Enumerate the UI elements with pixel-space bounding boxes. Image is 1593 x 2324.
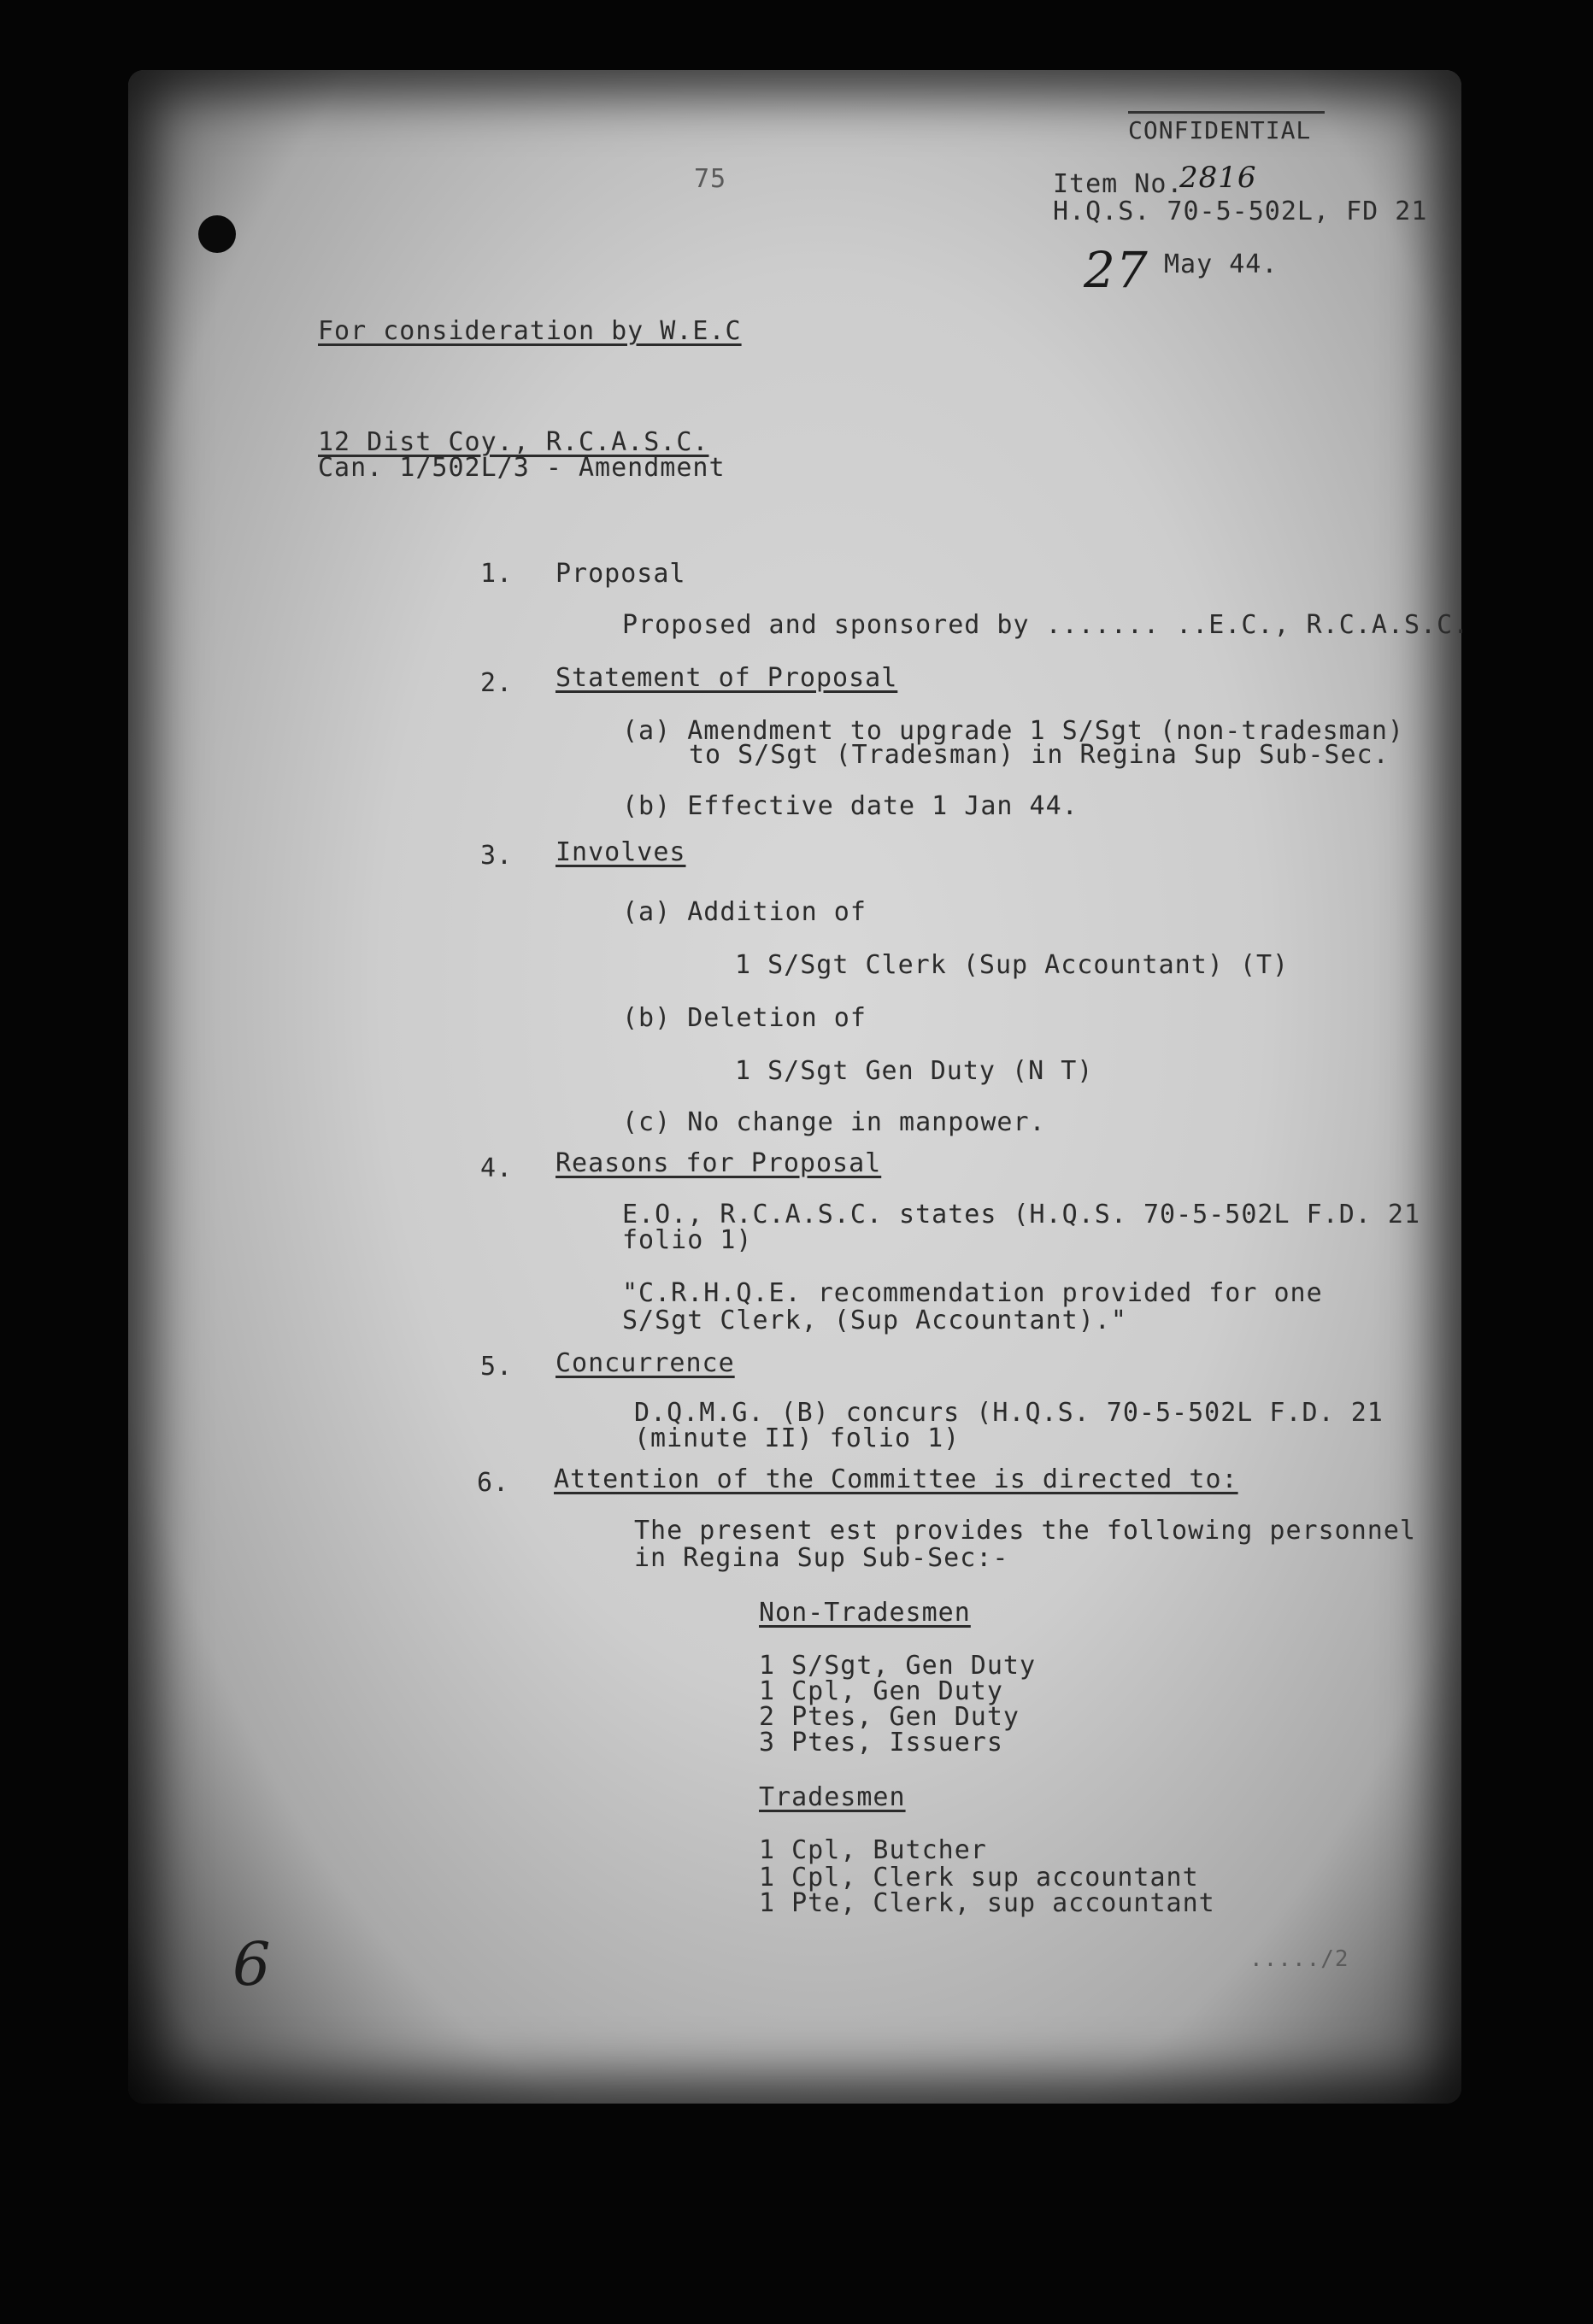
continuation-marker: ...../2	[1249, 1946, 1349, 1972]
section-3-title: Involves	[555, 837, 686, 867]
section-2-a-line1: (a) Amendment to upgrade 1 S/Sgt (non-tradesman)	[622, 716, 1404, 746]
amendment-heading: Can. 1/502L/3 - Amendment	[318, 453, 726, 483]
section-2-number: 2.	[480, 668, 514, 698]
section-1-body: Proposed and sponsored by ....... ..E.C., R.C.A.S.C.	[622, 610, 1470, 640]
section-3-a: (a) Addition of	[622, 897, 867, 927]
classification-overline	[1128, 111, 1325, 114]
page-number: 75	[694, 164, 727, 194]
section-1-number: 1.	[480, 559, 514, 589]
non-tradesmen-item: 1 Cpl, Gen Duty	[759, 1676, 1003, 1706]
non-tradesmen-item: 2 Ptes, Gen Duty	[759, 1702, 1020, 1732]
section-4-line1: E.O., R.C.A.S.C. states (H.Q.S. 70-5-502L F.D. 21	[622, 1200, 1421, 1229]
section-4-line4: S/Sgt Clerk, (Sup Accountant)."	[622, 1306, 1127, 1335]
section-1-title: Proposal	[555, 559, 686, 589]
section-3-number: 3.	[480, 841, 514, 871]
section-2-a-line2: to S/Sgt (Tradesman) in Regina Sup Sub-Sec.	[689, 740, 1390, 770]
non-tradesmen-item: 3 Ptes, Issuers	[759, 1728, 1003, 1758]
section-5-number: 5.	[480, 1352, 514, 1382]
tradesmen-heading: Tradesmen	[759, 1782, 906, 1812]
section-2-title: Statement of Proposal	[555, 663, 898, 693]
section-4-number: 4.	[480, 1153, 514, 1183]
tradesmen-item: 1 Cpl, Butcher	[759, 1835, 987, 1865]
non-tradesmen-heading: Non-Tradesmen	[759, 1598, 971, 1628]
tradesmen-item: 1 Cpl, Clerk sup accountant	[759, 1863, 1199, 1893]
section-3-c: (c) No change in manpower.	[622, 1107, 1046, 1137]
section-5-title: Concurrence	[555, 1348, 735, 1378]
section-6-title: Attention of the Committee is directed to:	[554, 1464, 1238, 1494]
section-6-number: 6.	[477, 1468, 510, 1498]
punch-hole	[198, 215, 236, 253]
unit-heading: 12 Dist Coy., R.C.A.S.C.	[318, 427, 709, 457]
consideration-heading: For consideration by W.E.C	[318, 316, 742, 346]
item-label: Item No.	[1053, 169, 1184, 199]
file-reference: H.Q.S. 70-5-502L, FD 21	[1053, 197, 1428, 226]
section-4-line2: folio 1)	[622, 1225, 753, 1255]
section-5-line2: (minute II) folio 1)	[634, 1423, 961, 1453]
section-6-line2: in Regina Sup Sub-Sec:-	[634, 1543, 1009, 1573]
classification-stamp: CONFIDENTIAL	[1128, 116, 1312, 144]
section-4-line3: "C.R.H.Q.E. recommendation provided for one	[622, 1278, 1323, 1308]
section-3-a-item: 1 S/Sgt Clerk (Sup Accountant) (T)	[735, 950, 1290, 980]
date-text: May 44.	[1164, 249, 1279, 279]
section-3-b: (b) Deletion of	[622, 1003, 867, 1033]
section-4-title: Reasons for Proposal	[555, 1148, 882, 1178]
handwritten-page-number: 6	[232, 1929, 272, 1999]
date-day-handwritten: 27	[1084, 241, 1149, 299]
section-2-b: (b) Effective date 1 Jan 44.	[622, 791, 1079, 821]
section-3-b-item: 1 S/Sgt Gen Duty (N T)	[735, 1056, 1094, 1086]
tradesmen-item: 1 Pte, Clerk, sup accountant	[759, 1888, 1215, 1918]
item-number-handwritten: 2816	[1179, 161, 1257, 195]
non-tradesmen-item: 1 S/Sgt, Gen Duty	[759, 1651, 1037, 1681]
section-5-line1: D.Q.M.G. (B) concurs (H.Q.S. 70-5-502L F.D. 21	[634, 1398, 1384, 1428]
section-6-line1: The present est provides the following personnel	[634, 1516, 1416, 1546]
